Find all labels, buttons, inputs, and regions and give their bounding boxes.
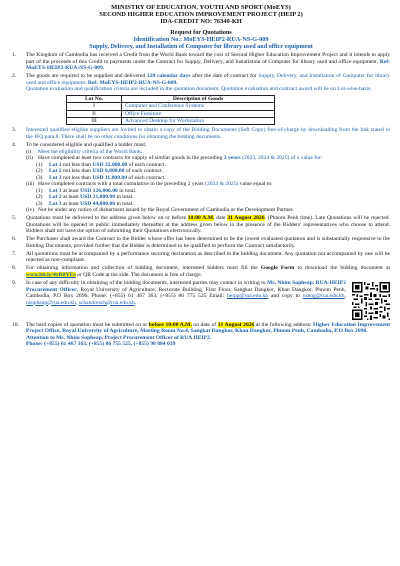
lot-number: II — [67, 110, 122, 117]
item-number: (1) — [36, 161, 43, 168]
paragraph-text: , — [75, 299, 79, 306]
paragraph-text: , — [344, 293, 346, 299]
table-row — [67, 103, 275, 110]
paragraph-text: The hard copies of quotation must be submitted on or — [26, 321, 149, 328]
paragraph-text: In case of any difficulty in obtaining of the bidding documents, interested parties may contact in writing to — [26, 280, 268, 286]
lot-no-header: Lot No. — [67, 95, 122, 102]
paragraph-1 — [12, 52, 390, 72]
item-text: in total. — [115, 200, 134, 207]
paragraph-text: and copy to — [268, 293, 303, 299]
paragraph-text: on date of — [191, 321, 218, 328]
reference-number: Ref: MoEYS-HEIP2-RUA-NS-G-009. — [26, 58, 390, 72]
lot-description: Advanced Desktop for Workstation — [122, 118, 275, 125]
years-value: 3 years — [223, 155, 241, 162]
criterion-roman: (ii) — [26, 155, 33, 162]
item-text: at least — [61, 200, 81, 207]
evaluation-note: Quotation evaluation and qualification criteria are included in the quotation document. Quotation evaluation and contract award will be on Lot-wise-basis. — [26, 86, 372, 93]
criterion-text: Meet the eligibility criteria of the World Bank. — [38, 148, 143, 155]
lots-table-header — [67, 95, 275, 102]
item-text: of each contract. — [127, 161, 166, 168]
item-text: in total. — [117, 187, 137, 194]
identification-number: MoEYS-HEIP2-RUA-NS-G-009 — [183, 35, 269, 43]
criterion-text: value equal to: — [238, 181, 273, 188]
paragraph-5 — [12, 215, 390, 235]
identification-line — [12, 36, 390, 43]
document-header — [12, 4, 390, 26]
item-number: (1) — [36, 187, 43, 194]
paragraph-number: 10. — [12, 321, 19, 328]
item-number: (3) — [36, 174, 43, 181]
paragraph-6 — [12, 236, 390, 249]
lot-number: III — [67, 118, 122, 125]
criterion-roman: (i) — [26, 148, 32, 155]
paragraph-text: , Royal University of Agriculture, Rectorate Building, First Floor, Sangkat Dangkor, Khan Dangkor, Phnom Penh, Cambodia, P.O Box 2696; Phone: (+855) 61 467 363, (+855) 86 775 525 Email: — [26, 286, 346, 299]
criterion-text: Not be under any notice of disbarment issued by the Royal Government of Cambodia or the Development Partner. — [38, 207, 294, 214]
lot-label: Lot 2 — [49, 168, 62, 175]
lot-description: Office Furniture — [122, 110, 275, 117]
paragraph-text: or QR Code at the side. The document is free of charge. — [75, 271, 202, 278]
paragraph-text: The goods are required to be supplied and delivered — [26, 73, 147, 80]
item-text: at least — [61, 194, 81, 201]
lot-label: Lot 1 — [49, 161, 62, 168]
item-text: of each contract. — [124, 168, 164, 175]
paragraph-text: at the following address: — [254, 321, 314, 328]
identification-label: Identification No.: — [133, 35, 184, 43]
lot-description: Computer and Conference Systems — [122, 103, 275, 110]
rfq-subject: Supply, Delivery, and Installation of Computer for library used and office equipment — [89, 43, 313, 51]
google-form-label: Google Form — [260, 265, 295, 272]
paragraph-8 — [12, 265, 390, 278]
paragraph-text: For obtaining information and collection of bidding document, interested bidders must fill the — [26, 265, 261, 272]
credit-number: IDA-CREDIT NO: 76340-KH — [160, 18, 242, 26]
email-link[interactable]: schandresch@rua.edu.kh — [78, 299, 135, 306]
item-text: not less than — [61, 174, 93, 181]
item-number: (3) — [36, 200, 43, 207]
paragraph-number: 8. — [12, 265, 17, 272]
item-number: (2) — [36, 194, 43, 201]
qr-code-icon[interactable] — [352, 282, 390, 320]
lots-table — [66, 95, 275, 126]
criterion-roman: (iv) — [26, 207, 35, 214]
paragraph-number: 3. — [12, 127, 17, 134]
item-text: not less than — [61, 168, 93, 175]
paragraph-text: The Kingdom of Cambodia has received a Credit from the World Bank toward the cost of Second Higher Education Improvement Project and it intends to apply part of the proceeds of this Credit to payments under the Contract for Supply, Delivery, and Installation of Computer for library used and office equipment. — [26, 52, 390, 65]
paragraph-text: Quotations must be delivered to the address given below on or before — [26, 215, 188, 222]
criterion-text: (2023, 2024 & 2025) of a value for: — [240, 155, 323, 162]
paragraph-3 — [12, 127, 390, 140]
paragraph-4 — [12, 142, 390, 214]
lot-number: I — [67, 103, 122, 110]
delivery-period: 120 calendar days — [146, 73, 191, 80]
submission-address: Higher Education Improvement Project Office, Royal University of Agriculture, Meeting Room No.4, Sangkat Dangkor, Khan Dangkor, Phnom Penh, Cambodia, P.O Box 2696. — [26, 321, 390, 335]
paragraph-number: 2. — [12, 73, 17, 80]
years-value: (2024 & 2025) — [205, 181, 239, 188]
reference-number: Ref: MoEYS-HEIP2-RUA-NS-G-009. — [87, 79, 178, 86]
item-number: (2) — [36, 168, 43, 175]
amount-value: USD 8,000.00 — [92, 168, 125, 175]
phone-line: Phone: (+855) 61 467 363, (+855) 86 755 525, (+855) 98 884 039 — [26, 341, 176, 348]
ministry-title: MINISTRY OF EDUCATION, YOUTH AND SPORT (MoEYS) — [111, 4, 291, 11]
paragraph-text: All quotations must be accompanied by a performance securing declaration as described in the bidding document. Any quotation not accompanied by one will be rejected as non-compliant. — [26, 250, 390, 264]
paragraph-text: after the date of contract for — [190, 73, 259, 80]
criterion-text: Have completed at least two contracts for supply of similar goods in the preceding — [38, 155, 224, 162]
paragraph-number: 6. — [12, 236, 17, 243]
criterion-text: Have completed contracts with a total cumulative in the preceding 2 years — [38, 181, 206, 188]
deadline-date: 31 August 2026 — [227, 215, 265, 222]
deadline-time: 10:00 A.M. — [187, 215, 215, 222]
paragraph-number: 4. — [12, 142, 17, 149]
criterion-roman: (iii) — [26, 181, 35, 188]
description-header: Description of Goods — [122, 95, 275, 102]
amount-value: USD 126,000.00 — [80, 187, 118, 194]
paragraph-number: 1. — [12, 52, 17, 59]
table-row — [67, 110, 275, 117]
lot-label: Lot 3 — [49, 174, 62, 181]
item-text: not less than — [61, 161, 93, 168]
item-text: in total. — [115, 194, 134, 201]
lot-label: Lot 1 — [49, 187, 62, 194]
email-link[interactable]: heipp@rua.edu.kh — [227, 293, 269, 299]
paragraph-7 — [12, 251, 390, 264]
deadline-date: 31 August 2026 — [217, 321, 255, 328]
amount-value: USD 31,000.00 — [80, 194, 116, 201]
paragraph-text: The Purchaser shall award the Contract to the Bidder whose offer has been determined to be the lowest evaluated quotation and is substantially responsive to the Bidding Documents, provided further that the Bidder is determined to be qualified to perform the Contract satisfactorily. — [26, 236, 390, 249]
attention-line: Attention to Ms. Nhim Sopheap, Project Procurement Officer of RUA HEIP2. — [26, 334, 212, 341]
email-link[interactable]: nseng@rua.edu.kh — [302, 293, 345, 299]
paragraph-text: Interested qualified eligible suppliers are invited to obtain a copy of the Bidding Documents (Soft Copy) free-of-charge by downloading from the link stated in the IFQ para 8. There shall be no other conditions for obtaining the bidding documents. — [26, 127, 390, 140]
paragraph-text: to download the bidding document at — [294, 265, 390, 272]
deadline-time: before 10:00 A.M. — [148, 321, 192, 328]
paragraph-10 — [12, 322, 390, 348]
amount-value: USD 32,000.00 — [92, 161, 128, 168]
lot-label: Lot 3 — [49, 200, 62, 207]
amount-value: USD 11,000.00 — [92, 174, 128, 181]
item-text: of each contract. — [127, 174, 166, 181]
email-link[interactable]: nsopheap@rua.edu.kh — [26, 299, 76, 306]
paragraph-number: 7. — [12, 250, 17, 257]
paragraph-text: . — [134, 299, 137, 306]
item-text: at least — [61, 187, 81, 194]
paragraph-number: 5. — [12, 215, 17, 222]
download-link[interactable]: www.bit.ly/4yR8YEe — [26, 271, 76, 278]
contract-scope: Supply, Delivery, and Installation of Computer for library used and office equipment. — [26, 73, 390, 86]
contact-name: Ms. Nhim Sopheap, RUA-HEIP2 Procurement Officer — [26, 280, 346, 293]
paragraph-text: To be considered eligible and qualified a bidder must: — [26, 142, 147, 149]
paragraph-text: . (Phnom Penh time). Late Quotations will be rejected. Quotations will be opened in public immediately thereafter at the address given below in the presence of the Bidders' representatives who choose to attend. Bidders shall not have the option of submitting their Quotations electronically. — [26, 215, 390, 235]
amount-value: USD 44,000.00 — [80, 200, 116, 207]
paragraph-2 — [12, 73, 390, 93]
criterion-iv — [26, 207, 390, 214]
rfq-title: Request for Quotations — [170, 28, 232, 36]
lot-label: Lot 2 — [49, 194, 62, 201]
project-title: SECOND HIGHER EDUCATION IMPROVEMENT PROJECT (HEIP 2) — [99, 11, 303, 19]
paragraph-text: date — [214, 215, 228, 222]
paragraph-number: 9. — [12, 280, 17, 286]
table-row — [67, 118, 275, 125]
paragraph-9 — [12, 280, 390, 320]
